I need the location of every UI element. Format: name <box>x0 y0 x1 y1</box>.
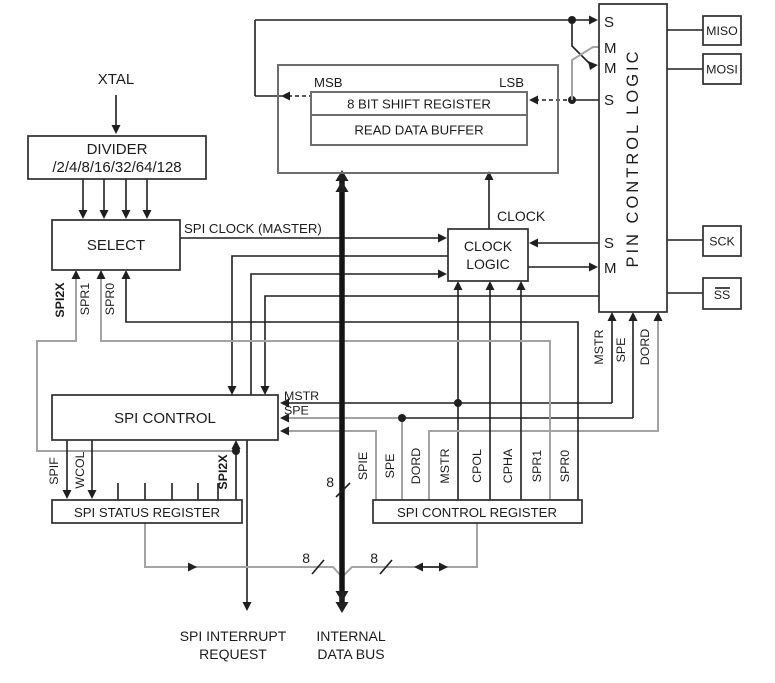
internal-data-bus-line1: INTERNAL <box>316 628 386 644</box>
sck-label: SCK <box>709 234 735 249</box>
spi-control-register-label: SPI CONTROL REGISTER <box>397 505 557 520</box>
status-spi2x-label: SPI2X <box>216 454 230 490</box>
net-pin-stubs <box>667 30 703 293</box>
spif-label: SPIF <box>47 457 61 485</box>
clock-logic-block <box>448 229 528 281</box>
port-s-top: S <box>604 14 615 31</box>
mosi-label: MOSI <box>706 62 738 77</box>
sck-pin <box>703 226 741 256</box>
port-m-upper: M <box>604 40 617 57</box>
pin-control-logic-block <box>599 4 667 312</box>
spi-interrupt-request-line2: REQUEST <box>199 646 267 662</box>
status-register-ticks <box>118 483 218 500</box>
net-control-to-bus <box>342 523 477 577</box>
clock-logic-line2: LOGIC <box>466 256 510 272</box>
net-spicontrol-to-clock <box>251 270 447 396</box>
net-ss-feedback <box>261 296 600 395</box>
cpha-label: CPHA <box>501 448 515 484</box>
spe-in-label: SPE <box>284 403 309 418</box>
spi-clock-master-label: SPI CLOCK (MASTER) <box>184 221 322 236</box>
divider-block <box>28 136 206 179</box>
read-data-buffer-label: READ DATA BUFFER <box>354 122 484 138</box>
port-s-lsb: S <box>604 92 615 109</box>
lsb-label: LSB <box>499 75 524 90</box>
net-lsb-in <box>529 47 599 105</box>
spi-status-register-block <box>52 500 242 523</box>
select-spr1-label: SPR1 <box>78 282 92 316</box>
pinctrl-mstr-label: MSTR <box>592 329 606 365</box>
net-cpol <box>486 281 495 500</box>
mosi-pin <box>703 54 741 84</box>
spe-bit-label: SPE <box>383 453 397 479</box>
spr1-bit-label: SPR1 <box>530 449 544 483</box>
wcol-label: WCOL <box>73 451 87 489</box>
bus-width-marker-bus: 8 <box>326 474 334 490</box>
select-label: SELECT <box>86 237 146 254</box>
net-spif <box>63 440 72 499</box>
miso-label: MISO <box>706 24 738 38</box>
internal-data-bus-line <box>336 170 351 613</box>
net-divider-select <box>79 179 152 219</box>
pinctrl-spe-label: SPE <box>614 337 628 363</box>
net-sck-master-out <box>528 263 598 272</box>
mstr-bit-label: MSTR <box>438 448 452 484</box>
port-m-lower: M <box>604 60 617 77</box>
bus-width-marker-right: 8 <box>370 550 378 566</box>
select-spr0-label: SPR0 <box>103 282 117 316</box>
spi-control-block <box>52 395 278 440</box>
divider-ratios: /2/4/8/16/32/64/128 <box>52 159 182 176</box>
net-status-to-bus <box>145 523 342 577</box>
cpol-label: CPOL <box>470 449 484 483</box>
dord-bit-label: DORD <box>409 447 423 485</box>
port-s-sck: S <box>604 235 615 252</box>
msb-label: MSB <box>314 75 343 90</box>
spi-control-label: SPI CONTROL <box>114 410 216 427</box>
spi-control-register-block <box>373 500 582 523</box>
pinctrl-dord-label: DORD <box>638 328 652 366</box>
net-msb-loop <box>255 16 598 101</box>
bus-width-marker-left: 8 <box>302 550 310 566</box>
net-interrupt-request <box>243 440 252 611</box>
pin-control-logic-label: PIN CONTROL LOGIC <box>624 48 642 268</box>
mstr-in-label: MSTR <box>284 389 320 403</box>
shift-register-block <box>278 65 558 173</box>
spr0-bit-label: SPR0 <box>558 449 572 483</box>
miso-pin <box>703 16 741 45</box>
net-clock-to-spicontrol <box>228 256 449 395</box>
select-spi2x-label: SPI2X <box>53 282 67 318</box>
spi-interrupt-request-line1: SPI INTERRUPT <box>179 628 287 644</box>
spi-status-register-label: SPI STATUS REGISTER <box>73 505 221 520</box>
select-block <box>52 220 180 270</box>
net-xtal-divider <box>112 95 121 134</box>
shift-register-label: 8 BIT SHIFT REGISTER <box>347 96 491 112</box>
net-wcol <box>88 440 97 499</box>
spie-label: SPIE <box>356 451 370 481</box>
port-m-sck: M <box>604 260 617 277</box>
net-cpha <box>517 281 526 500</box>
ss-pin <box>703 278 741 309</box>
net-clock-to-shift <box>485 171 494 229</box>
divider-title: DIVIDER <box>86 141 148 158</box>
net-sck-slave-in <box>529 239 599 248</box>
internal-data-bus-line2: DATA BUS <box>317 646 385 662</box>
clock-label: CLOCK <box>497 208 546 224</box>
ss-label: SS <box>713 288 731 302</box>
xtal-label: XTAL <box>97 71 135 88</box>
clock-logic-line1: CLOCK <box>463 238 513 254</box>
